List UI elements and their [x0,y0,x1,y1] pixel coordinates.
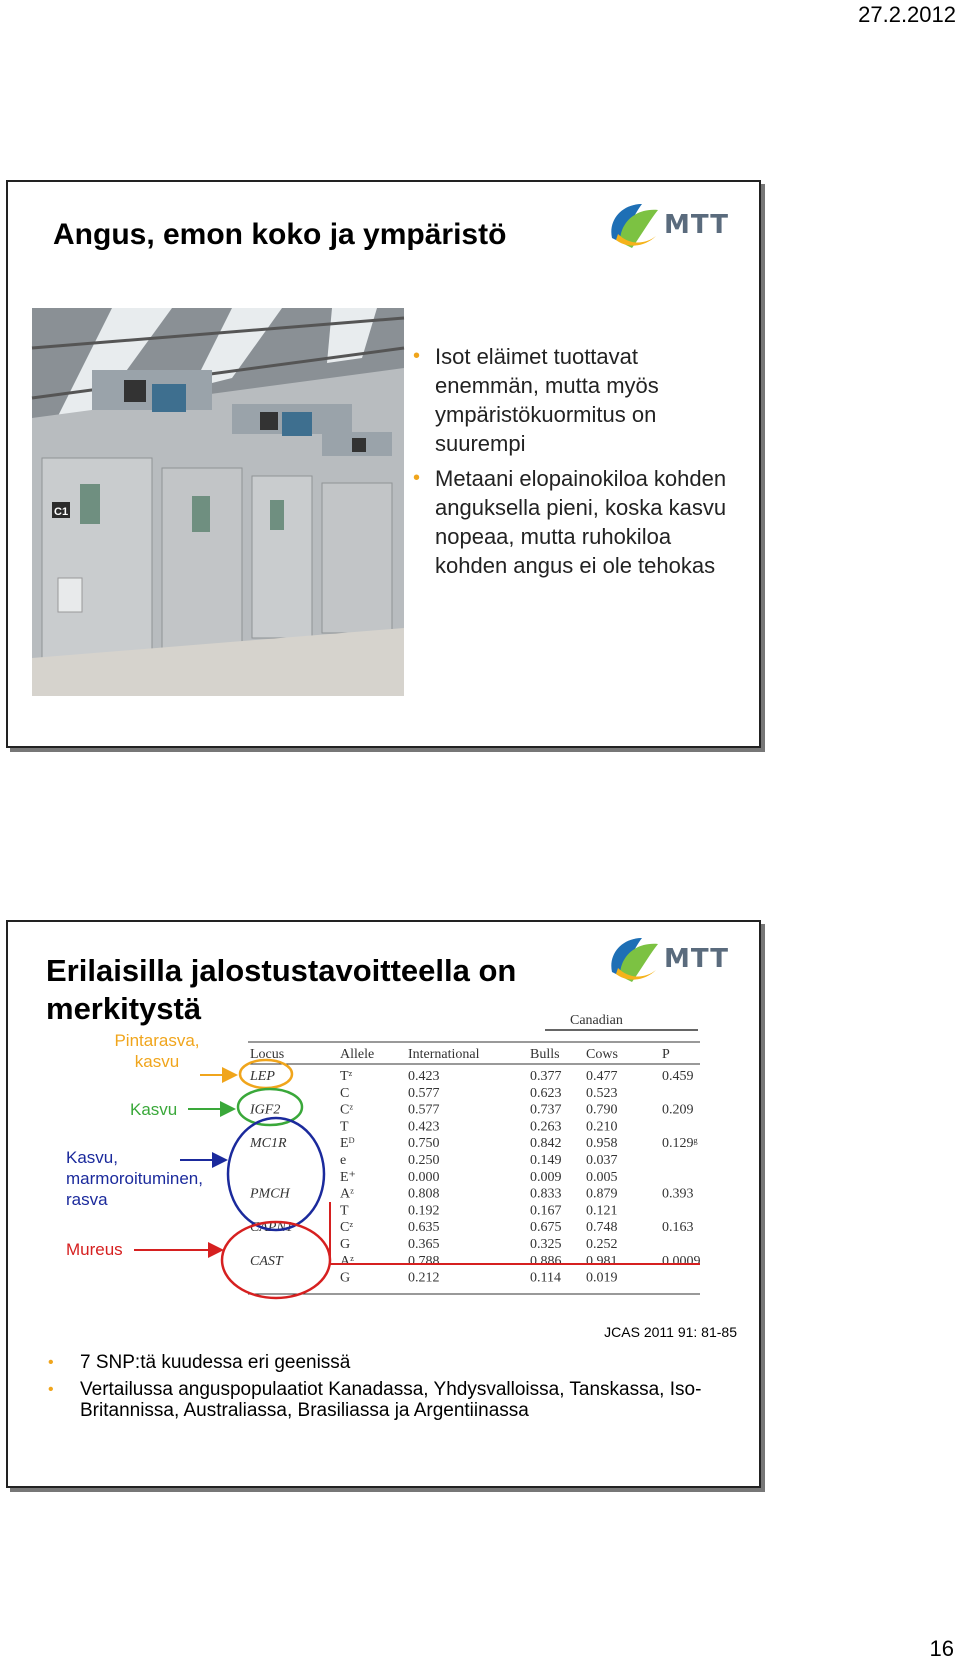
slide-1 [6,180,761,748]
table-cell: G [340,1237,351,1252]
table-cell: 0.808 [408,1186,440,1202]
citation: JCAS 2011 91: 81-85 [604,1324,737,1340]
list-item: • Metaani elopainokiloa kohden anguksella pieni, koska kasvu nopeaa, mutta ruhokiloa kohden angus ei ole tehokas [413,464,743,580]
table-cell: 0.635 [408,1220,440,1236]
table-header-cell: Cows [586,1047,618,1062]
table-cell: 0.009 [530,1169,562,1185]
mtt-logo [606,198,734,254]
table-row [340,1170,618,1185]
table-cell: 0.459 [662,1069,694,1084]
table-cell: Tᶻ [340,1069,353,1084]
table-cell: 0.365 [408,1237,440,1252]
table-cell: T [340,1119,349,1135]
annotation-growth: Kasvu [130,1100,178,1119]
table-cell: Cᶻ [340,1220,354,1236]
annotation-fat-growth: Pintarasva, kasvu [114,1031,200,1071]
table-cell: C [340,1085,350,1101]
page-number: 16 [929,1636,954,1661]
table-cell: 0.842 [530,1136,562,1152]
snp-figure [38,1013,753,1312]
snp-table [38,1013,753,1312]
table-cell: 0.000 [408,1169,440,1185]
table-header-cell: P [662,1047,670,1062]
table-row [340,1271,618,1286]
table-cell: 0.192 [408,1203,440,1219]
table-cell: E⁺ [340,1169,356,1185]
mtt-logo-text: MTT [664,210,729,240]
table-header-cell: Bulls [530,1047,560,1062]
table-cell: Eᴰ [340,1136,355,1152]
table-row [249,1187,694,1202]
table-cell: 0.163 [662,1220,694,1236]
table-cell: 0.423 [408,1119,440,1135]
table-cell: 0.750 [408,1136,440,1152]
table-cell: LEP [250,1069,275,1084]
table-cell: 0.577 [408,1085,440,1101]
table-cell: 0.377 [530,1069,562,1084]
mtt-logo-text: MTT [664,944,729,974]
table-cell: 0.981 [586,1253,618,1269]
table-cell: 0.129ᵍ [662,1136,698,1152]
table-cell: Cᶻ [340,1102,354,1118]
table-cell: PMCH [250,1186,290,1202]
mtt-logo [606,932,734,988]
table-cell: 0.209 [662,1102,694,1118]
table-cell: 0.0009 [662,1253,701,1269]
table-cell: 0.748 [586,1220,618,1236]
table-cell: 0.788 [408,1253,440,1269]
table-cell: 0.019 [586,1270,618,1286]
table-cell: 0.114 [530,1270,561,1286]
table-row [340,1086,618,1101]
mtt-logo-leaf-icon [606,932,666,988]
table-cell: 0.737 [530,1102,562,1118]
table-group-header: Canadian [570,1013,623,1028]
table-cell: 0.037 [586,1153,618,1168]
mtt-logo-leaf-icon [606,198,666,254]
table-cell: G [340,1270,351,1286]
mc1r-pmch-highlight-circle [228,1118,324,1230]
table-cell: 0.252 [586,1237,618,1252]
annotation-growth-marbling-fat: Kasvu, marmoroituminen, rasva [66,1148,203,1209]
table-cell: 0.477 [586,1069,618,1084]
table-cell: IGF2 [250,1102,281,1118]
table-header-cell: Locus [250,1047,285,1062]
slide-2 [6,920,761,1488]
table-row [249,1103,694,1118]
table-row [340,1237,618,1252]
table-row [340,1203,618,1218]
table-header-cell: Allele [340,1047,375,1062]
page-date: 27.2.2012 [858,2,956,27]
list-item: • Isot eläimet tuottavat enemmän, mutta myös ympäristökuormitus on suurempi [413,342,743,458]
slide-1-title: Angus, emon koko ja ympäristö [53,218,507,251]
table-cell: 0.833 [530,1186,562,1202]
list-item: • Vertailussa anguspopulaatiot Kanadassa, Yhdysvalloissa, Tanskassa, Iso-Britannissa, Australiassa, Brasiliassa ja Argentiinassa [48,1379,748,1421]
table-cell: Aᶻ [340,1253,354,1269]
table-row [340,1153,618,1168]
table-cell: CAST [250,1253,283,1269]
table-cell: 0.149 [530,1153,562,1168]
table-cell: 0.325 [530,1237,562,1252]
table-cell: 0.393 [662,1186,694,1202]
table-cell: MC1R [250,1136,287,1152]
table-cell: 0.212 [408,1270,440,1286]
table-row [250,1220,694,1235]
table-cell: CAPN1 [250,1220,293,1236]
table-cell: 0.005 [586,1169,618,1185]
table-cell: 0.675 [530,1220,562,1236]
barn-photo [32,308,404,696]
slide-2-bullet-list [48,1352,748,1427]
table-cell: 0.423 [408,1069,440,1084]
table-cell: e [340,1153,347,1168]
table-row [340,1119,618,1134]
table-cell: 0.121 [586,1203,618,1219]
table-cell: 0.523 [586,1085,618,1101]
table-header-cell: International [408,1047,480,1062]
table-cell: 0.263 [530,1119,562,1135]
table-row [250,1254,701,1269]
table-cell: 0.623 [530,1085,562,1101]
table-cell: 0.577 [408,1102,440,1118]
table-cell: 0.790 [586,1102,618,1118]
table-cell: 0.879 [586,1186,618,1202]
table-cell: 0.958 [586,1136,618,1152]
table-cell: 0.250 [408,1153,440,1168]
table-cell: Aᶻ [340,1186,354,1202]
table-cell: 0.167 [530,1203,562,1219]
list-item: • 7 SNP:tä kuudessa eri geenissä [48,1352,748,1373]
table-cell: T [340,1203,349,1219]
door-label-c1: C1 [54,506,69,518]
annotation-tenderness: Mureus [66,1240,123,1259]
table-row [249,1069,694,1084]
table-cell: 0.886 [530,1253,562,1269]
table-cell: 0.210 [586,1119,618,1135]
slide-2-title: Erilaisilla jalostustavoitteella on merkitystä [46,953,517,1026]
slide-1-bullet-list [413,342,743,586]
